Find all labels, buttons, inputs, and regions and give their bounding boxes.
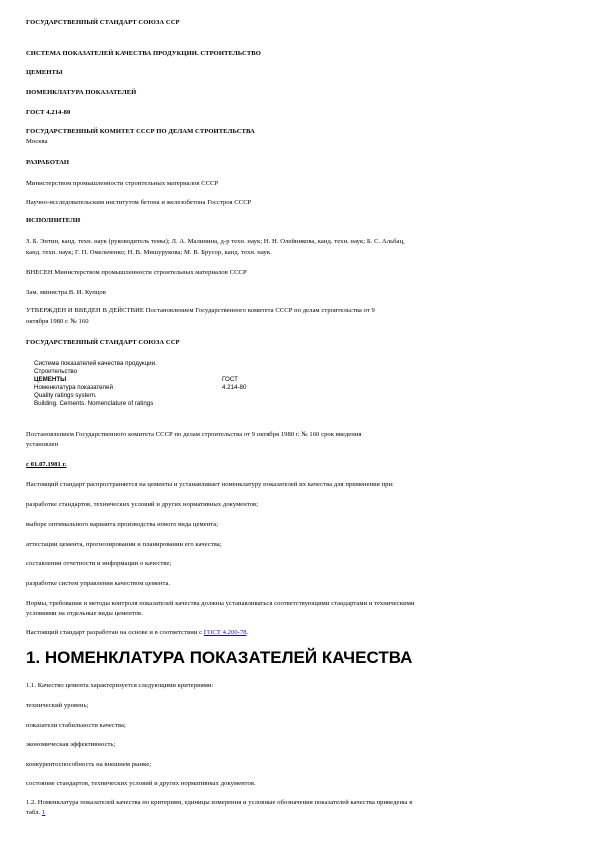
gost-number: ГОСТ 4.214-80 [26, 109, 71, 116]
effective-date: с 01.07.1981 г. [26, 461, 67, 468]
deputy-minister: Зам. министра В. И. Купцов [26, 289, 106, 296]
scope-item-3: аттестации цемента, прогнозировании и планировании его качества; [26, 541, 222, 548]
basis-end: . [246, 629, 249, 636]
scope-paragraph: Настоящий стандарт распространяется на цементы и устанавливает номенклатуру показателей их качества для применения при: [26, 481, 394, 488]
scope-item-5: разработке систем управления качеством цемента. [26, 580, 171, 587]
city-name: Москва [26, 138, 48, 145]
executors-line-2: канд. техн. наук; Г. П. Омельченко; Н. В. Мишурукова; М. В. Брусор, канд. техн. наук. [26, 249, 272, 256]
norms-line-2: условиями на отдельные виды цементов. [26, 610, 143, 617]
state-standard-title-2: ГОСУДАРСТВЕННЫЙ СТАНДАРТ СОЮЗА ССР [26, 339, 180, 346]
basis-paragraph [26, 628, 566, 637]
title-row-2: Строительство [34, 368, 78, 375]
committee-name: ГОСУДАРСТВЕННЫЙ КОМИТЕТ СССР ПО ДЕЛАМ СТРОИТЕЛЬСТВА [26, 128, 255, 135]
system-title: СИСТЕМА ПОКАЗАТЕЛЕЙ КАЧЕСТВА ПРОДУКЦИИ. СТРОИТЕЛЬСТВО [26, 50, 261, 57]
approved-line-2: октября 1980 г. № 160 [26, 318, 89, 325]
criteria-intro: 1.1. Качество цемента характеризуется следующими критериями: [26, 682, 214, 689]
nomenclature-title: НОМЕНКЛАТУРА ПОКАЗАТЕЛЕЙ [26, 89, 137, 96]
criterion-2: показатели стабильности качества; [26, 722, 126, 729]
title-row-6: Building. Cements. Nomenclature of ratings [34, 400, 154, 407]
section-1-heading: 1. НОМЕНКЛАТУРА ПОКАЗАТЕЛЕЙ КАЧЕСТВА [26, 648, 413, 667]
nomenclature-para-line-2 [26, 808, 566, 817]
title-row-3: ЦЕМЕНТЫ [34, 376, 67, 383]
title-row-1: Система показателей качества продукции. [34, 360, 157, 367]
decree-line-1: Постановлением Государственного комитета СССР по делам строительства от 9 октября 1980 г. № 160 срок введения [26, 431, 362, 438]
criterion-5: состояние стандартов, технических условий и других нормативных документов. [26, 780, 256, 787]
approved-line-1: УТВЕРЖДЕН И ВВЕДЕН В ДЕЙСТВИЕ Постановлением Государственного комитета СССР по делам строительства от 9 [26, 307, 375, 314]
gost-4-200-78-link[interactable]: ГОСТ 4.200-78 [203, 629, 247, 636]
developer-org-1: Министерством промышленности строительных материалов СССР [26, 180, 219, 187]
criterion-3: экономическая эффективность; [26, 741, 116, 748]
criterion-4: конкурентоспособность на внешнем рынке; [26, 761, 152, 768]
title-row-4: Номенклатура показателей [34, 384, 113, 391]
nomenclature-para-line-1: 1.2. Номенклатура показателей качества по критериям, единицы измерения и условные обозначения показателей качества приведены в [26, 799, 413, 806]
introduced-by: ВНЕСЕН Министерством промышленности строительных материалов СССР [26, 269, 247, 276]
cements-title: ЦЕМЕНТЫ [26, 69, 63, 76]
table-ref-text: табл. [26, 809, 41, 816]
scope-item-1: разработке стандартов, технических условий и других нормативных документов; [26, 501, 259, 508]
state-standard-title: ГОСУДАРСТВЕННЫЙ СТАНДАРТ СОЮЗА ССР [26, 19, 180, 26]
scope-item-4: составлении отчетности и информации о качестве; [26, 560, 172, 567]
decree-line-2: установлен [26, 441, 59, 448]
title-gost-label: ГОСТ [222, 376, 238, 383]
norms-line-1: Нормы, требования и методы контроля показателей качества должны устанавливаться соответствующими стандартами и техническими [26, 600, 415, 607]
scope-item-2: выборе оптимального варианта производства нового вида цемента; [26, 521, 219, 528]
executors-label: ИСПОЛНИТЕЛИ [26, 217, 81, 224]
criterion-1: технический уровень; [26, 702, 89, 709]
basis-text: Настоящий стандарт разработан на основе и в соответствии с [26, 629, 203, 636]
title-gost-number: 4.214-80 [222, 384, 247, 391]
developer-org-2: Научно-исследовательским институтом бетона и железобетона Госстроя СССР [26, 199, 252, 206]
developed-label: РАЗРАБОТАН [26, 159, 70, 166]
executors-line-1: З. Б. Энтин, канд. техн. наук (руководитель темы); Л. А. Малинина, д-р техн. наук; Н. Н. Олейникова, канд. техн. наук; Б. С. Альбац, [26, 238, 405, 245]
table-1-link[interactable]: 1 [41, 809, 46, 816]
title-row-5: Quality ratings system. [34, 392, 97, 399]
